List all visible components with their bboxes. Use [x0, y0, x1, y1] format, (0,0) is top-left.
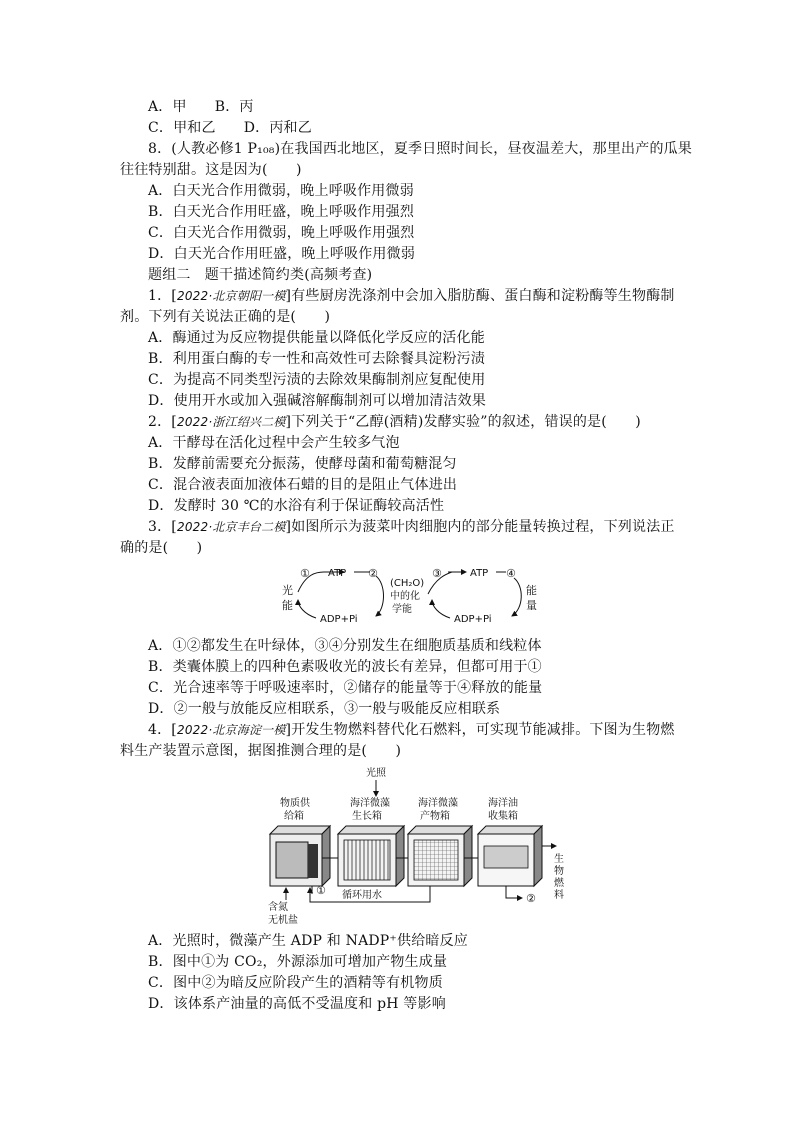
biofuel-label-1: 生	[554, 854, 564, 865]
product-tank	[408, 826, 472, 886]
energy-label-2: 量	[526, 599, 537, 612]
output-2-arrow	[506, 886, 522, 898]
ch2o-label-3: 学能	[392, 604, 412, 615]
q8-stem-line1: 8．(人教必修1 P₁₀₈)在我国西北地区，夏季日照时间长，昼夜温差大，那里出产的瓜果	[148, 141, 693, 157]
q3-source: 2022·北京丰台二模	[176, 520, 286, 534]
q8-option-b: B．白天光合作用旺盛，晚上呼吸作用强烈	[148, 204, 415, 220]
light-energy-label-2: 能	[282, 599, 293, 612]
q4-option-c: C．图中②为暗反应阶段产生的酒精等有机物质	[148, 975, 443, 991]
adp-label-2: ADP+Pi	[454, 614, 492, 625]
q3-stem-line1	[148, 517, 675, 537]
q3-option-d: D．②一般与放能反应相联系，③一般与吸能反应相联系	[148, 701, 501, 717]
q4-option-a: A．光照时，微藻产生 ADP 和 NADP⁺供给暗反应	[148, 933, 469, 949]
prev-question-options-row1	[148, 97, 254, 117]
box1-label-1: 物质供	[280, 798, 310, 809]
ch2o-label-2: 中的化	[390, 591, 420, 602]
q4-option-d: D．该体系产油量的高低不受温度和 pH 等影响	[148, 996, 446, 1012]
q4-number: 4．[	[148, 722, 177, 738]
arrow-atp2-to-adp2	[512, 578, 521, 616]
q2-stem	[148, 412, 641, 432]
q1-option-d: D．使用开水或加入强碱溶解酶制剂可以增加清洁效果	[148, 393, 487, 409]
option-c: C．甲和乙	[148, 120, 216, 136]
box3-label-1: 海洋微藻	[418, 798, 458, 809]
box4-label-2: 收集箱	[488, 811, 518, 822]
box2-label-1: 海洋微藻	[350, 798, 390, 809]
q3-option-a: A．①②都发生在叶绿体，③④分别发生在细胞质基质和线粒体	[148, 638, 542, 654]
q1-source: 2022·北京朝阳一模	[176, 289, 286, 303]
q2-number: 2．[	[148, 414, 177, 430]
q8-option-d: D．白天光合作用旺盛，晚上呼吸作用微弱	[148, 246, 416, 262]
q8-option-a: A．白天光合作用微弱，晚上呼吸作用微弱	[148, 183, 414, 199]
option-b: B．丙	[214, 99, 254, 115]
energy-label-1: 能	[526, 584, 537, 597]
q4-stem-line1	[148, 720, 675, 740]
q1-option-b: B．利用蛋白酶的专一性和高效性可去除餐具淀粉污渍	[148, 351, 486, 367]
step2-marker: ②	[368, 567, 378, 580]
biofuel-label-4: 料	[554, 890, 564, 901]
box4-label-1: 海洋油	[488, 798, 518, 809]
option-a: A．甲	[148, 99, 187, 115]
q2-source: 2022·浙江绍兴二模	[176, 415, 286, 429]
output-2-marker: ②	[526, 892, 536, 905]
box1-label-2: 给箱	[284, 811, 304, 822]
q1-stem-line2: 剂。下列有关说法正确的是( )	[120, 309, 331, 325]
growth-tank	[338, 826, 404, 886]
box2-label-2: 生长箱	[352, 811, 382, 822]
arrow-adp2-back	[432, 600, 450, 618]
q4-source: 2022·北京海淀一模	[176, 723, 286, 737]
q8-option-c: C．白天光合作用微弱，晚上呼吸作用强烈	[148, 225, 415, 241]
input-1-marker: ①	[316, 884, 326, 897]
q4-stem-line2: 料生产装置示意图，据图推测合理的是( )	[120, 743, 402, 759]
biofuel-label-2: 物	[554, 866, 564, 877]
arrow-adp1-back	[298, 600, 316, 618]
q2-option-c: C．混合液表面加液体石蜡的目的是阻止气体进出	[148, 477, 458, 493]
q4-option-b: B．图中①为 CO₂，外源添加可增加产物生成量	[148, 954, 448, 970]
supply-tank	[270, 826, 330, 886]
recycle-water-label: 循环用水	[342, 890, 382, 901]
atp-label-2: ATP	[470, 568, 489, 579]
q2-stem-text: ]下列关于“乙醇(酒精)发酵实验”的叙述，错误的是( )	[285, 414, 641, 430]
atp-label-1: ATP	[328, 568, 347, 579]
q1-option-a: A．酶通过为反应物提供能量以降低化学反应的活化能	[148, 330, 485, 346]
q1-stem-line1	[148, 286, 675, 306]
q8-stem-line2: 往往特别甜。这是因为( )	[120, 162, 302, 178]
q2-option-b: B．发酵前需要充分振荡，使酵母菌和葡萄糖混匀	[148, 456, 457, 472]
salt-label-1: 含氮	[268, 902, 288, 913]
q3-stem-text: ]如图所示为菠菜叶肉细胞内的部分能量转换过程，下列说法正	[285, 519, 675, 535]
light-label: 光照	[366, 768, 386, 779]
q3-number: 3．[	[148, 519, 177, 535]
q4-stem-text: ]开发生物燃料替代化石燃料，可实现节能减排。下图为生物燃	[285, 722, 675, 738]
group2-heading: 题组二 题干描述简约类(高频考查)	[148, 267, 373, 283]
biofuel-label-3: 燃	[554, 878, 564, 889]
q3-option-c: C．光合速率等于呼吸速率时，②储存的能量等于④释放的能量	[148, 680, 543, 696]
light-energy-label-1: 光	[282, 584, 293, 597]
q3-option-b: B．类囊体膜上的四种色素吸收光的波长有差异，但都可用于①	[148, 659, 542, 675]
q1-number: 1．[	[148, 288, 177, 304]
q1-stem-text: ]有些厨房洗涤剂中会加入脂肪酶、蛋白酶和淀粉酶等生物酶制	[285, 288, 675, 304]
adp-label-1: ADP+Pi	[320, 614, 358, 625]
option-d: D．丙和乙	[243, 120, 312, 136]
oil-collection-tank	[478, 826, 542, 886]
q3-stem-line2: 确的是( )	[120, 540, 203, 556]
arrow-atp1-to-adp1	[376, 576, 384, 616]
ch2o-label-1: (CH₂O)	[390, 578, 425, 589]
step4-marker: ④	[506, 567, 516, 580]
salt-label-2: 无机盐	[268, 915, 298, 926]
step3-marker: ③	[432, 567, 442, 580]
q2-option-d: D．发酵时 30 ℃的水浴有利于保证酶较高活性	[148, 498, 445, 514]
q2-option-a: A．干酵母在活化过程中会产生较多气泡	[148, 435, 400, 451]
box3-label-2: 产物箱	[420, 811, 450, 822]
step1-marker: ①	[300, 567, 310, 580]
energy-conversion-diagram	[276, 564, 546, 632]
q1-option-c: C．为提高不同类型污渍的去除效果酶制剂应复配使用	[148, 372, 486, 388]
prev-question-options-row2	[148, 118, 312, 138]
biofuel-apparatus-diagram	[266, 766, 566, 926]
